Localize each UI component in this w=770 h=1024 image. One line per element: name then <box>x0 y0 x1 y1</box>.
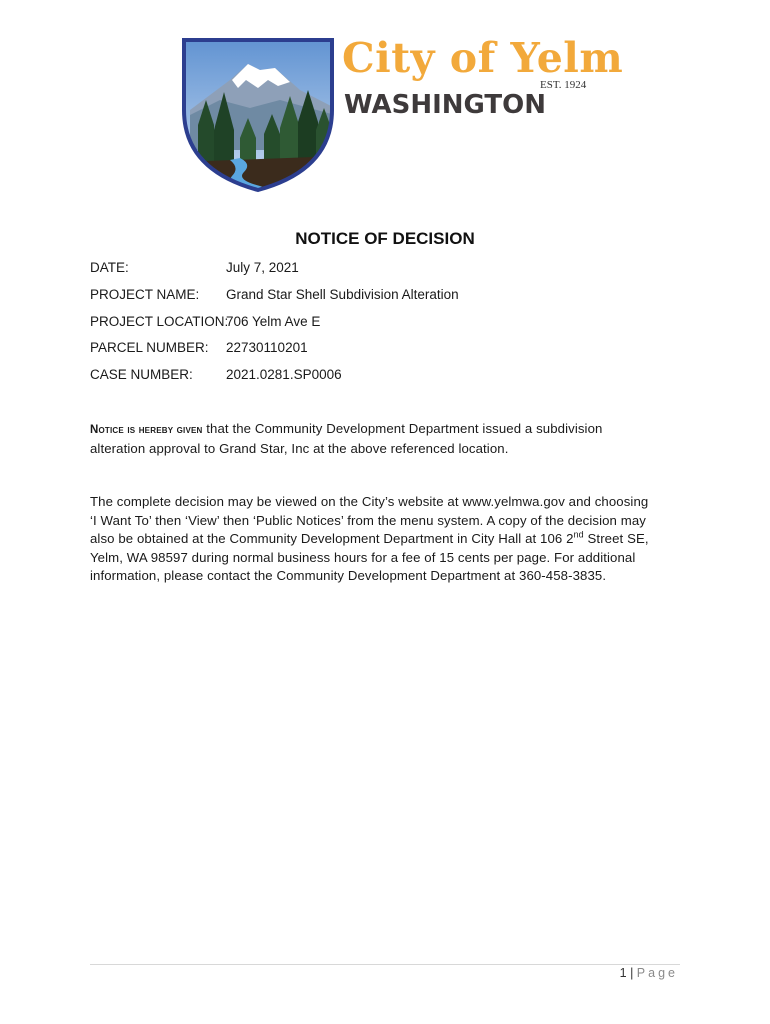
document-title: NOTICE OF DECISION <box>295 229 475 248</box>
decision-line: ‘I Want To’ then ‘View’ then ‘Public Notices’ from the menu system. A copy of the decision may <box>90 512 646 528</box>
notice-paragraph <box>90 420 690 458</box>
field-label: PROJECT NAME: <box>90 286 200 302</box>
field-label: PROJECT LOCATION: <box>90 313 229 329</box>
ordinal-suffix: nd <box>573 529 584 540</box>
decision-paragraph <box>90 493 690 586</box>
logo-city-text: City of Yelm <box>342 34 624 82</box>
footer-divider <box>90 964 680 965</box>
notice-line: that the Community Development Department issued a subdivision <box>202 421 603 436</box>
logo-state-text: WASHINGTON <box>344 90 547 120</box>
notice-lead-text: Notice is hereby given <box>90 424 203 436</box>
field-value: 706 Yelm Ave E <box>226 313 321 329</box>
notice-line: alteration approval to Grand Star, Inc at the above referenced location. <box>90 440 509 456</box>
field-label: DATE: <box>90 260 129 275</box>
decision-line: The complete decision may be viewed on the City’s website at www.yelmwa.gov and choosing <box>90 494 649 509</box>
decision-line: Street SE, <box>583 531 649 546</box>
footer-separator: | <box>630 966 634 980</box>
decision-line: information, please contact the Community Development Department at 360-458-3835. <box>90 568 607 583</box>
decision-line: Yelm, WA 98597 during normal business hours for a fee of 15 cents per page. For additional <box>90 549 636 565</box>
decision-line: also be obtained at the Community Development Department in City Hall at 106 2 <box>90 531 574 546</box>
field-value: July 7, 2021 <box>226 260 299 275</box>
city-logo <box>180 30 624 200</box>
page-label: Page <box>636 966 678 980</box>
shield-emblem-icon <box>180 30 340 195</box>
page-footer <box>620 966 678 980</box>
field-value: Grand Star Shell Subdivision Alteration <box>226 286 459 302</box>
field-label: CASE NUMBER: <box>90 367 193 383</box>
field-value: 2021.0281.SP0006 <box>226 367 342 383</box>
page-number: 1 <box>619 966 627 980</box>
field-label: PARCEL NUMBER: <box>90 340 209 356</box>
logo-est-text: EST. 1924 <box>540 79 587 91</box>
field-value: 22730110201 <box>226 340 308 356</box>
